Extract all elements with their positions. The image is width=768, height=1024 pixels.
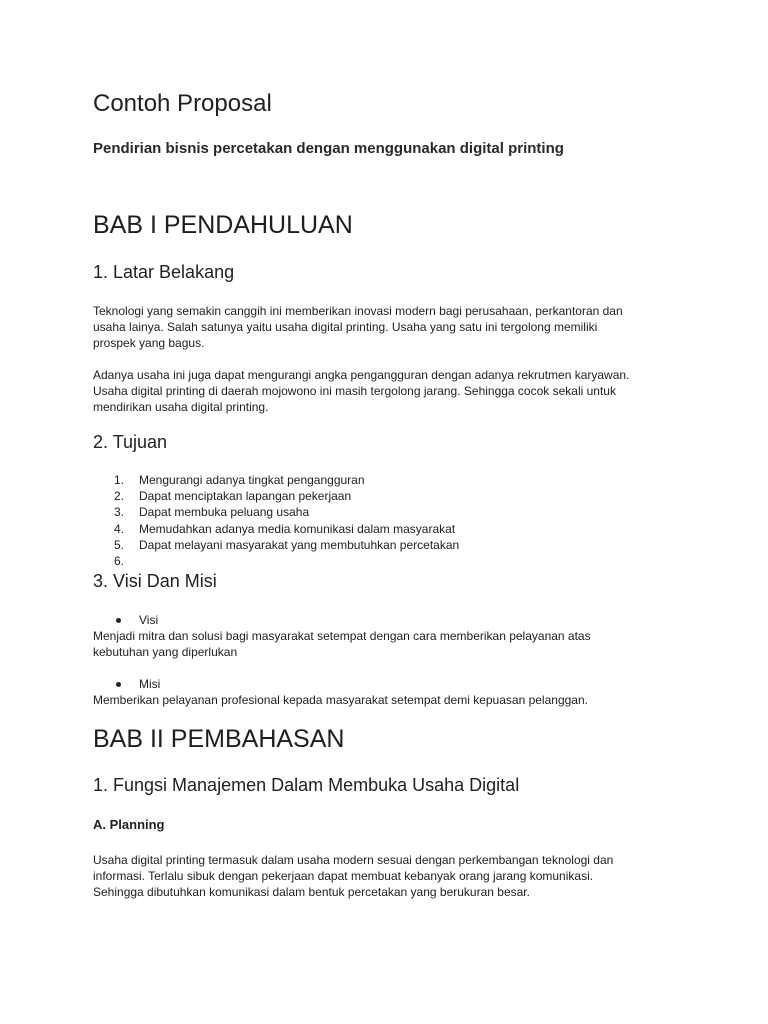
document-subtitle: Pendirian bisnis percetakan dengan menggunakan digital printing [93, 140, 564, 157]
list-text: Memudahkan adanya media komunikasi dalam masyarakat [139, 521, 456, 536]
text-line: Teknologi yang semakin canggih ini memberikan inovasi modern bagi perusahaan, perkantoran dan [93, 304, 623, 318]
latar-paragraph-2 [93, 367, 693, 415]
bullet-icon [116, 682, 121, 687]
tujuan-list [93, 472, 693, 569]
list-text: Dapat melayani masyarakat yang membutuhkan percetakan [139, 537, 460, 552]
planning-paragraph [93, 852, 693, 900]
text-line: usaha lainya. Salah satunya yaitu usaha digital printing. Usaha yang satu ini tergolong memiliki [93, 320, 598, 334]
list-text: Dapat menciptakan lapangan pekerjaan [139, 489, 352, 504]
visi-paragraph [93, 628, 693, 660]
text-line: Usaha digital printing di daerah mojowono ini masih tergolong jarang. Sehingga cocok sekali untuk [93, 384, 616, 398]
fungsi-manajemen-heading: 1. Fungsi Manajemen Dalam Membuka Usaha Digital [93, 775, 520, 795]
latar-paragraph-1 [93, 303, 693, 351]
bab1-heading: BAB I PENDAHULUAN [93, 211, 353, 239]
bullet-icon [116, 618, 121, 623]
text-line: kebutuhan yang diperlukan [93, 645, 238, 659]
visi-misi-heading: 3. Visi Dan Misi [93, 571, 217, 591]
text-line: prospek yang bagus. [93, 336, 205, 350]
list-number: 2. [114, 489, 125, 504]
misi-label: Misi [139, 677, 161, 691]
list-number: 5. [114, 537, 125, 552]
list-text: Mengurangi adanya tingkat pengangguran [139, 473, 365, 487]
misi-paragraph [93, 692, 693, 708]
list-text: Dapat membuka peluang usaha [139, 505, 310, 520]
list-item [93, 553, 693, 569]
list-number: 4. [114, 521, 125, 536]
visi-bullet [93, 612, 693, 628]
text-line: Sehingga dibutuhkan komunikasi dalam bentuk percetakan yang berukuran besar. [93, 885, 530, 899]
list-number: 6. [114, 553, 125, 568]
tujuan-heading: 2. Tujuan [93, 432, 168, 452]
text-line: informasi. Terlalu sibuk dengan pekerjaan dapat membuat kebanyak orang jarang komunikasi. [93, 869, 594, 883]
document-title: Contoh Proposal [93, 90, 272, 117]
visi-label: Visi [139, 613, 159, 627]
text-line: Adanya usaha ini juga dapat mengurangi angka pengangguran dengan adanya rekrutmen karyawan. [93, 368, 630, 382]
list-item [93, 504, 693, 520]
text-line: mendirikan usaha digital printing. [93, 400, 269, 414]
list-number: 1. [114, 473, 125, 487]
text-line: Memberikan pelayanan profesional kepada masyarakat setempat demi kepuasan pelanggan. [93, 693, 588, 707]
list-item [93, 537, 693, 553]
planning-heading: A. Planning [93, 817, 165, 832]
text-line: Menjadi mitra dan solusi bagi masyarakat setempat dengan cara memberikan pelayanan atas [93, 629, 591, 643]
bab2-heading: BAB II PEMBAHASAN [93, 725, 345, 753]
list-number: 3. [114, 505, 125, 520]
list-item [93, 521, 693, 537]
list-item [93, 488, 693, 504]
text-line: Usaha digital printing termasuk dalam usaha modern sesuai dengan perkembangan teknologi dan [93, 853, 614, 867]
misi-bullet [93, 676, 693, 692]
latar-belakang-heading: 1. Latar Belakang [93, 262, 235, 282]
list-item [93, 472, 693, 488]
